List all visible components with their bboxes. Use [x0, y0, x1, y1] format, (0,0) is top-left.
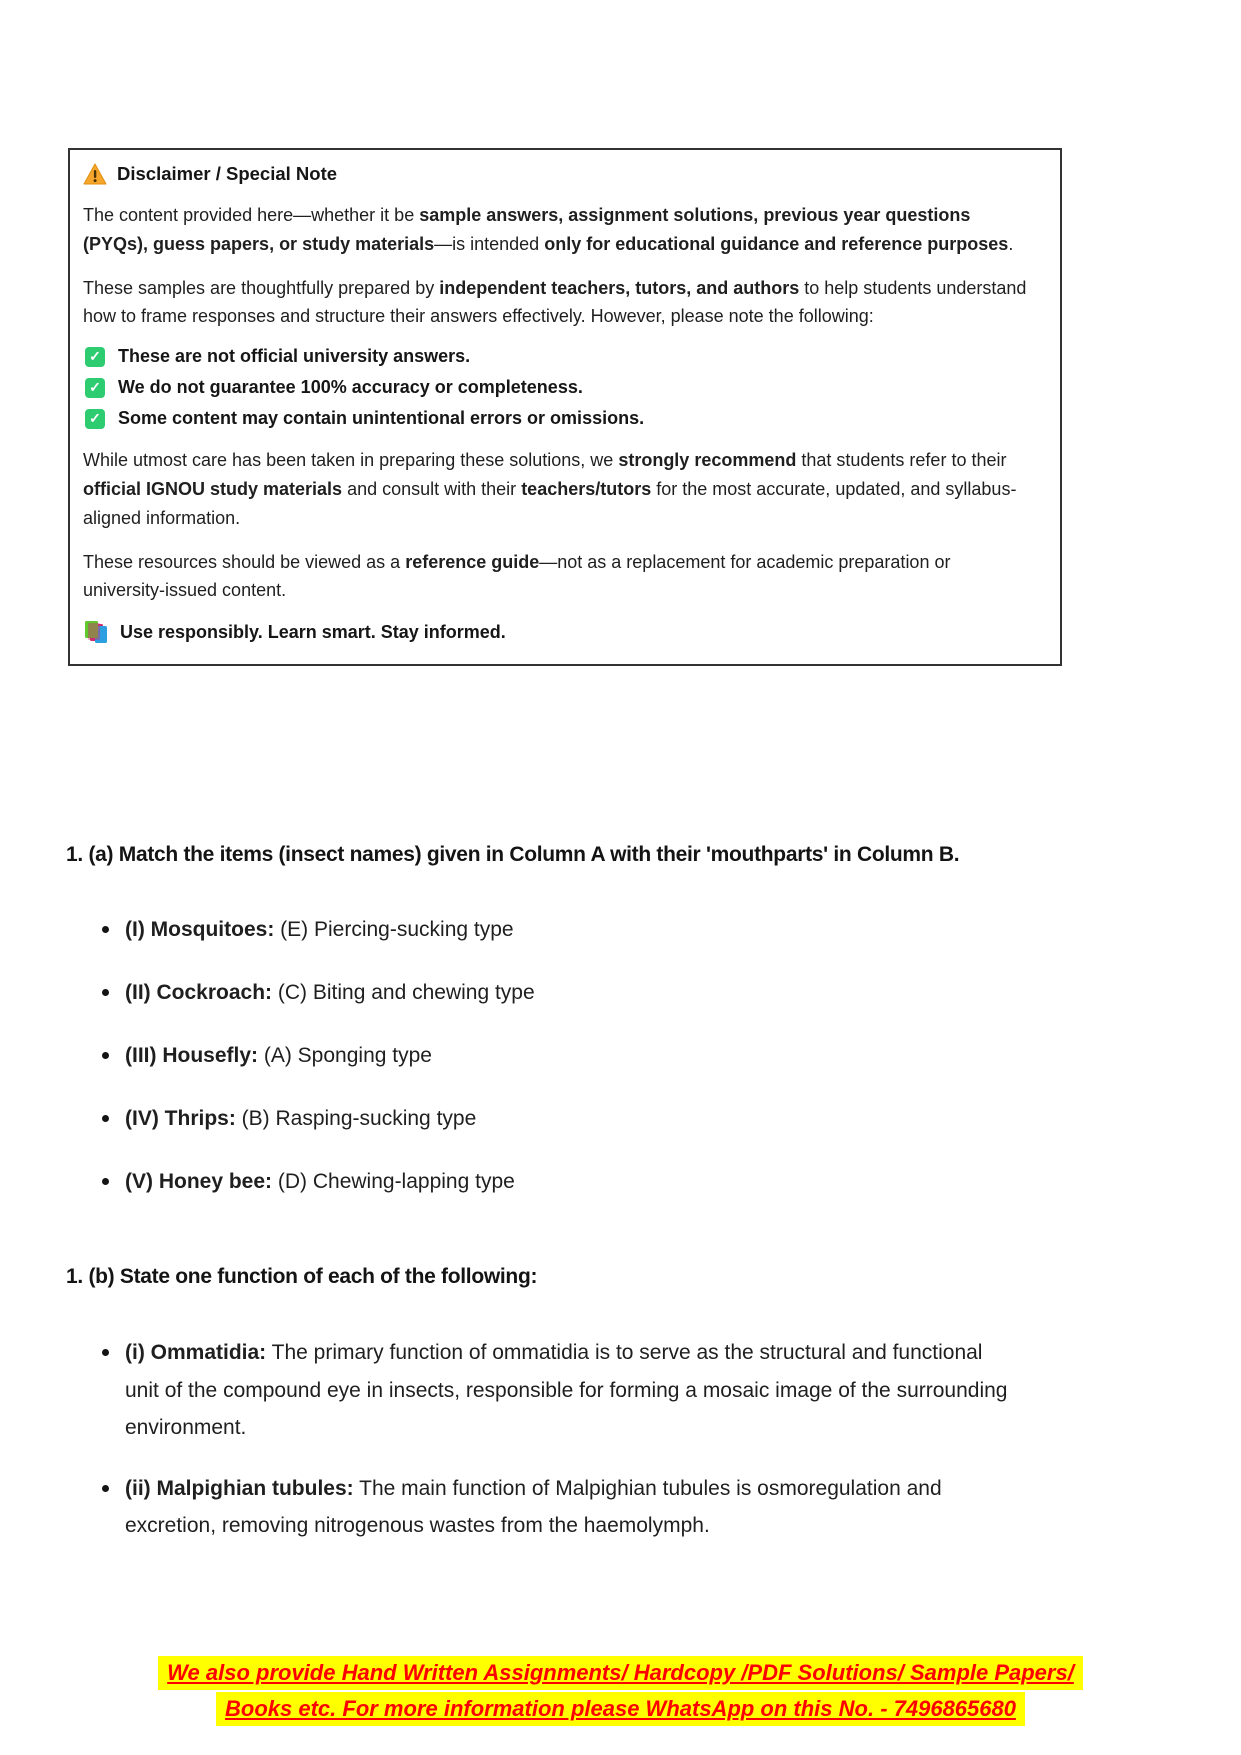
disclaimer-box — [68, 148, 1062, 666]
match-item-text: (V) Honey bee: (D) Chewing-lapping type — [125, 1170, 515, 1194]
match-item — [102, 916, 1126, 944]
promo-line — [0, 1656, 1241, 1690]
disclaimer-footer-row — [83, 620, 1034, 644]
match-item — [102, 979, 1126, 1007]
match-item — [102, 1105, 1126, 1133]
match-item-text: (II) Cockroach: (C) Biting and chewing type — [125, 981, 535, 1005]
match-item-text: (III) Housefly: (A) Sponging type — [125, 1044, 432, 1068]
function-item-text: (ii) Malpighian tubules: The main function of Malpighian tubules is osmoregulation and excretion, removing nitrogenous wastes from the haemolymph. — [125, 1476, 942, 1537]
match-item — [102, 1042, 1126, 1070]
function-item-text: (i) Ommatidia: The primary function of ommatidia is to serve as the structural and functional unit of the compound eye in insects, responsible for forming a mosaic image of the surrounding environment. — [125, 1341, 1008, 1440]
qa-section — [66, 840, 1126, 1567]
match-item-text: (IV) Thrips: (B) Rasping-sucking type — [125, 1107, 477, 1131]
disclaimer-paragraph-3: While utmost care has been taken in preparing these solutions, we strongly recommend that students refer to their official IGNOU study materials and consult with their teachers/tutors for the most accurate, updated, and syllabus-aligned information. — [83, 450, 1017, 528]
checklist-text: Some content may contain unintentional errors or omissions. — [118, 408, 645, 429]
question-1a-list — [102, 916, 1126, 1196]
checklist-item — [85, 408, 1034, 429]
bullet-icon — [102, 1115, 109, 1122]
function-item — [102, 1334, 1067, 1446]
bullet-icon — [102, 926, 109, 933]
match-item-text: (I) Mosquitoes: (E) Piercing-sucking type — [125, 918, 514, 942]
checklist-item — [85, 346, 1034, 367]
checklist-text: These are not official university answers. — [118, 346, 471, 367]
promo-line — [0, 1692, 1241, 1726]
promo-line-2: Books etc. For more information please WhatsApp on this No. - 7496865680 — [216, 1692, 1025, 1726]
bullet-icon — [102, 1178, 109, 1185]
bullet-icon — [102, 1052, 109, 1059]
match-item — [102, 1168, 1126, 1196]
disclaimer-checklist — [85, 346, 1034, 429]
disclaimer-paragraph-4: These resources should be viewed as a reference guide—not as a replacement for academic preparation or university-issued content. — [83, 551, 951, 601]
books-icon — [83, 620, 109, 644]
question-1b-list — [102, 1334, 1126, 1544]
checklist-item — [85, 377, 1034, 398]
disclaimer-paragraph-2: These samples are thoughtfully prepared by independent teachers, tutors, and authors to help students understand how to frame responses and structure their answers effectively. However, please note the following: — [83, 277, 1027, 327]
disclaimer-title-row — [83, 163, 1034, 185]
disclaimer-paragraph-1: The content provided here—whether it be sample answers, assignment solutions, previous year questions (PYQs), guess papers, or study materials—is intended only for educational guidance and reference purposes. — [83, 205, 1014, 254]
warning-icon — [83, 163, 107, 185]
bullet-icon — [102, 1485, 109, 1492]
checklist-text: We do not guarantee 100% accuracy or completeness. — [118, 377, 583, 398]
check-icon: ✓ — [85, 409, 105, 429]
question-1a-heading: 1. (a) Match the items (insect names) given in Column A with their 'mouthparts' in Column B. — [66, 843, 960, 866]
promo-line-1: We also provide Hand Written Assignments/ Hardcopy /PDF Solutions/ Sample Papers/ — [158, 1656, 1083, 1690]
disclaimer-title: Disclaimer / Special Note — [117, 163, 338, 184]
question-1b-heading: 1. (b) State one function of each of the following: — [66, 1265, 538, 1289]
promo-banner — [0, 1656, 1241, 1728]
bullet-icon — [102, 989, 109, 996]
bullet-icon — [102, 1349, 109, 1356]
check-icon: ✓ — [85, 378, 105, 398]
disclaimer-footer-text: Use responsibly. Learn smart. Stay informed. — [120, 621, 506, 642]
check-icon: ✓ — [85, 347, 105, 367]
function-item — [102, 1470, 1067, 1545]
